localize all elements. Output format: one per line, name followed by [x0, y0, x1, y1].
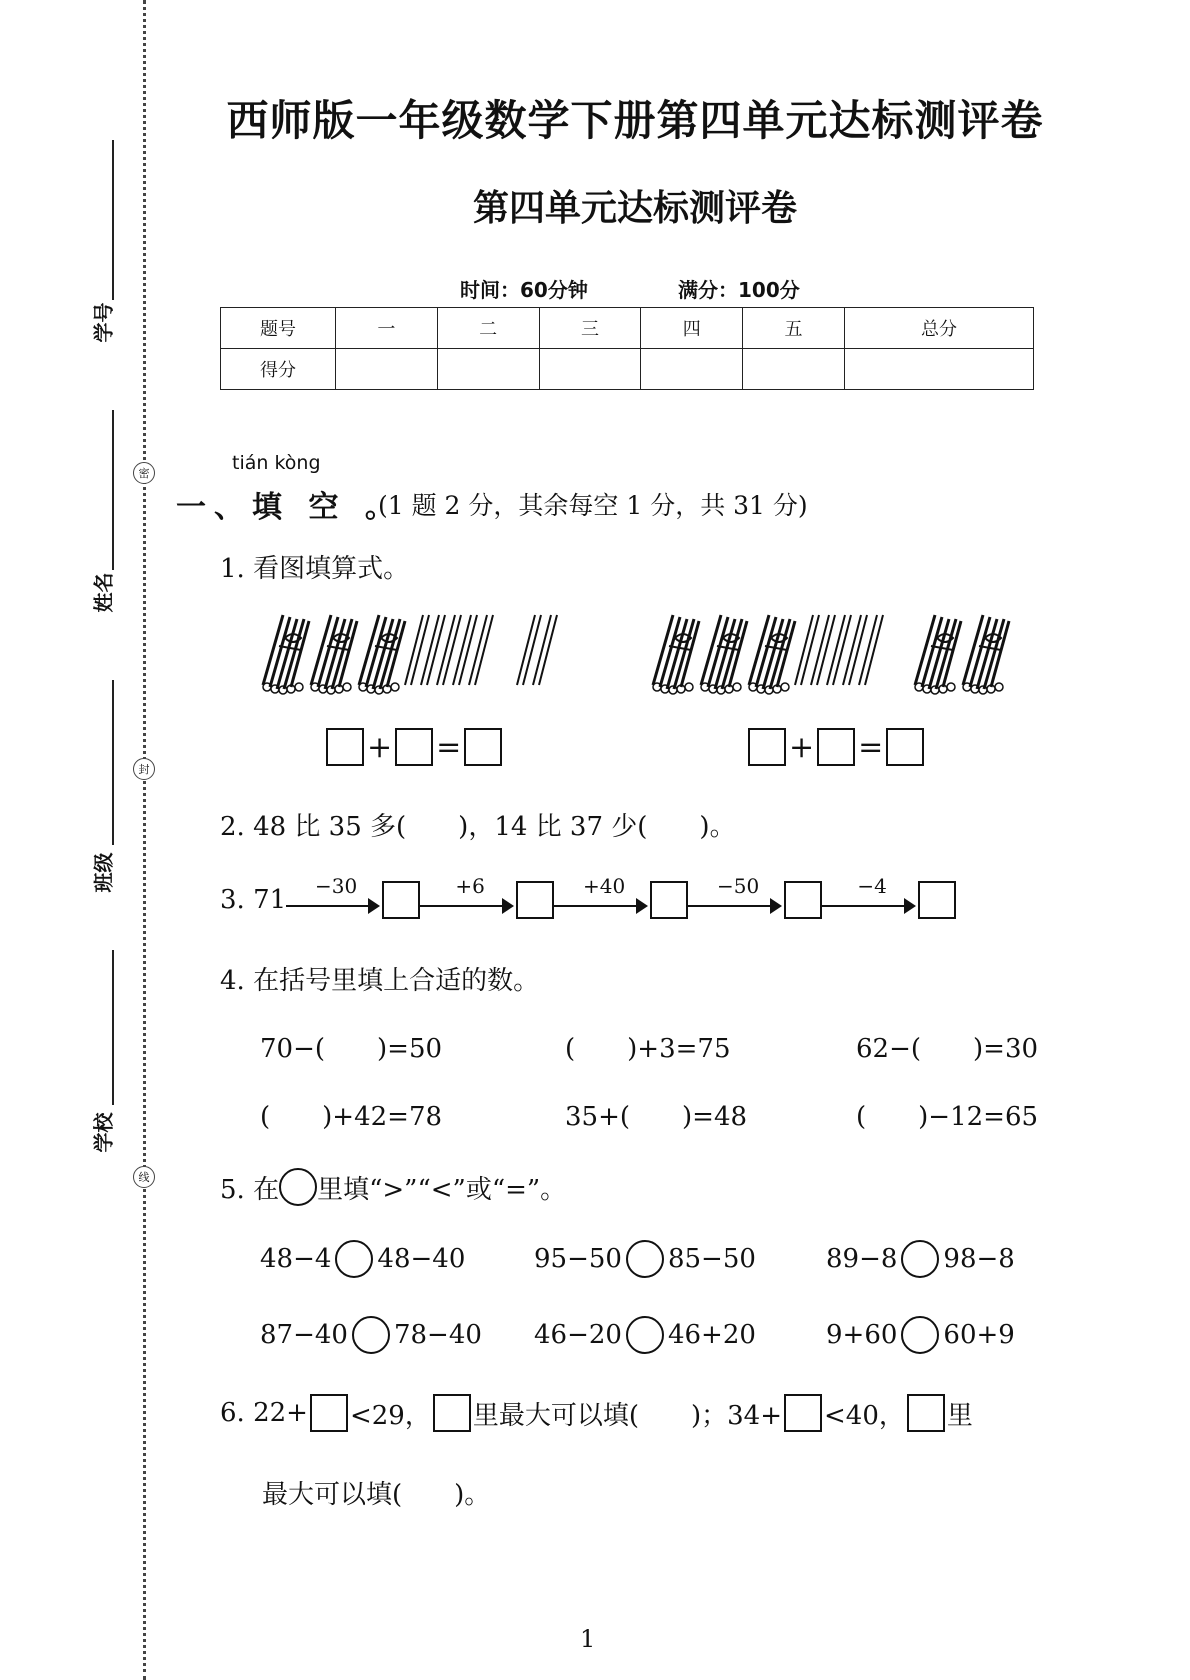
single-stick — [843, 615, 867, 685]
single-stick — [795, 615, 819, 685]
binding-dotted-line — [143, 0, 146, 1680]
page-number: 1 — [580, 1625, 596, 1653]
score-cell[interactable] — [336, 349, 438, 390]
section-note: (1 题 2 分，其余每空 1 分，共 31 分) — [378, 491, 808, 520]
single-stick — [405, 615, 429, 685]
q5-right: 85−50 — [667, 1244, 756, 1274]
full-score-label: 满分：100分 — [678, 278, 800, 302]
header-cell: 四 — [641, 308, 743, 349]
q3-start: 3. 71 — [220, 885, 287, 915]
compare-circle[interactable] — [901, 1240, 939, 1278]
q5-left: 9+60 — [826, 1320, 898, 1350]
compare-circle[interactable] — [352, 1316, 390, 1354]
arrow-label: −50 — [717, 874, 760, 898]
score-cell[interactable] — [539, 349, 641, 390]
blank-school[interactable] — [112, 950, 114, 1105]
single-stick — [421, 615, 445, 685]
label-school: 学校 — [91, 1112, 116, 1153]
single-stick — [811, 615, 835, 685]
row-label: 得分 — [221, 349, 336, 390]
q5-text-post: 里填“>”“<”或“=”。 — [317, 1174, 567, 1205]
answer-box[interactable] — [650, 881, 688, 919]
ten-bundle — [653, 615, 699, 694]
answer-box[interactable] — [886, 728, 924, 766]
arrow — [822, 874, 918, 920]
ten-bundle — [311, 615, 357, 694]
single-stick — [437, 615, 461, 685]
right-group — [653, 615, 1009, 694]
arrow-label: +40 — [583, 874, 626, 898]
ten-bundle — [359, 615, 405, 694]
q4-item: ( )+3=75 — [565, 1034, 731, 1064]
answer-box[interactable] — [748, 728, 786, 766]
seal-feng: 封 — [133, 758, 155, 780]
label-class: 班级 — [91, 852, 116, 893]
answer-box[interactable] — [326, 728, 364, 766]
single-stick — [453, 615, 477, 685]
q6-part: 里 — [946, 1400, 973, 1431]
single-stick — [517, 615, 541, 685]
q5-item — [260, 1240, 465, 1278]
score-cell[interactable] — [844, 349, 1033, 390]
q6-part: 6. 22+ — [220, 1398, 308, 1428]
q5-right: 60+9 — [943, 1320, 1015, 1350]
arrow-label: −30 — [315, 874, 358, 898]
header-cell: 三 — [539, 308, 641, 349]
score-table — [220, 307, 1034, 390]
q5-text — [220, 1168, 566, 1206]
answer-box[interactable] — [907, 1394, 945, 1432]
section-title: 一、填 空 。 — [176, 490, 403, 525]
page-subtitle: 第四单元达标测评卷 — [472, 188, 797, 229]
answer-box[interactable] — [784, 1394, 822, 1432]
arrow — [554, 874, 650, 920]
q4-item: 70−( )=50 — [260, 1034, 443, 1064]
q4-item: 62−( )=30 — [856, 1034, 1039, 1064]
q5-item — [826, 1240, 1015, 1278]
header-cell: 题号 — [221, 308, 336, 349]
blank-name[interactable] — [112, 410, 114, 570]
single-stick — [859, 615, 883, 685]
time-label: 时间：60分钟 — [460, 278, 588, 302]
compare-circle[interactable] — [626, 1316, 664, 1354]
single-stick — [469, 615, 493, 685]
q5-right: 78−40 — [393, 1320, 482, 1350]
q5-left: 48−4 — [260, 1244, 332, 1274]
ten-bundle — [963, 615, 1009, 694]
q4-item: 35+( )=48 — [565, 1102, 748, 1132]
answer-box[interactable] — [433, 1394, 471, 1432]
single-stick — [533, 615, 557, 685]
answer-box[interactable] — [516, 881, 554, 919]
arrow-label: −4 — [857, 874, 887, 898]
q5-left: 95−50 — [534, 1244, 622, 1274]
header-cell: 五 — [743, 308, 845, 349]
score-cell[interactable] — [437, 349, 539, 390]
q1-equation-left — [326, 728, 502, 766]
q5-item — [260, 1316, 482, 1354]
section-pinyin: tián kòng — [232, 452, 321, 474]
seal-mi: 密 — [133, 462, 155, 484]
single-stick — [827, 615, 851, 685]
q6-line1 — [220, 1394, 973, 1432]
q6-part: <40， — [824, 1400, 905, 1431]
q4-item: ( )+42=78 — [260, 1102, 443, 1132]
q5-left: 89−8 — [826, 1244, 898, 1274]
q5-text-pre: 5. 在 — [220, 1174, 280, 1205]
q1-equation-right — [748, 728, 924, 766]
compare-circle[interactable] — [626, 1240, 664, 1278]
circle-icon — [279, 1168, 317, 1206]
label-name: 姓名 — [91, 572, 116, 613]
plus-sign: + — [789, 729, 815, 765]
page-title: 西师版一年级数学下册第四单元达标测评卷 — [226, 96, 1044, 145]
blank-class[interactable] — [112, 680, 114, 845]
compare-circle[interactable] — [335, 1240, 373, 1278]
score-table-header-row — [221, 308, 1034, 349]
q5-item — [826, 1316, 1015, 1354]
q6-part: <29， — [349, 1400, 431, 1431]
q5-left: 46−20 — [534, 1320, 622, 1350]
q6-line2: 最大可以填( )。 — [262, 1480, 491, 1510]
arrow — [688, 874, 784, 920]
q2-text: 2. 48 比 35 多( )，14 比 37 少( )。 — [220, 812, 736, 842]
q4-text: 4. 在括号里填上合适的数。 — [220, 966, 540, 996]
ten-bundle — [701, 615, 747, 694]
q5-right: 98−8 — [943, 1244, 1015, 1274]
answer-box[interactable] — [310, 1394, 348, 1432]
ten-bundle — [915, 615, 961, 694]
answer-box[interactable] — [784, 881, 822, 919]
label-student-id: 学号 — [91, 302, 116, 343]
seal-xian: 线 — [133, 1166, 155, 1188]
left-group — [263, 615, 557, 694]
q5-right: 46+20 — [667, 1320, 756, 1350]
q4-item: ( )−12=65 — [856, 1102, 1039, 1132]
arrow — [286, 874, 382, 920]
arrow-label: +6 — [455, 874, 485, 898]
q5-left: 87−40 — [260, 1320, 348, 1350]
score-cell[interactable] — [641, 349, 743, 390]
arrow — [420, 874, 516, 920]
q6-part: 里最大可以填( )；34+ — [472, 1400, 782, 1431]
answer-box[interactable] — [817, 728, 855, 766]
answer-box[interactable] — [395, 728, 433, 766]
q3-chain — [220, 874, 956, 920]
header-cell: 总分 — [844, 308, 1033, 349]
ten-bundle — [263, 615, 309, 694]
score-table-score-row — [221, 349, 1034, 390]
q1-sticks-figure — [255, 610, 1055, 700]
score-cell[interactable] — [743, 349, 845, 390]
q5-item — [534, 1316, 756, 1354]
q5-right: 48−40 — [377, 1244, 466, 1274]
header-cell: 一 — [336, 308, 438, 349]
plus-sign: + — [367, 729, 393, 765]
equals-sign: = — [436, 729, 462, 765]
q1-text: 1. 看图填算式。 — [220, 554, 410, 584]
compare-circle[interactable] — [901, 1316, 939, 1354]
header-cell: 二 — [437, 308, 539, 349]
answer-box[interactable] — [918, 881, 956, 919]
equals-sign: = — [858, 729, 884, 765]
ten-bundle — [749, 615, 795, 694]
answer-box[interactable] — [382, 881, 420, 919]
answer-box[interactable] — [464, 728, 502, 766]
q5-item — [534, 1240, 756, 1278]
